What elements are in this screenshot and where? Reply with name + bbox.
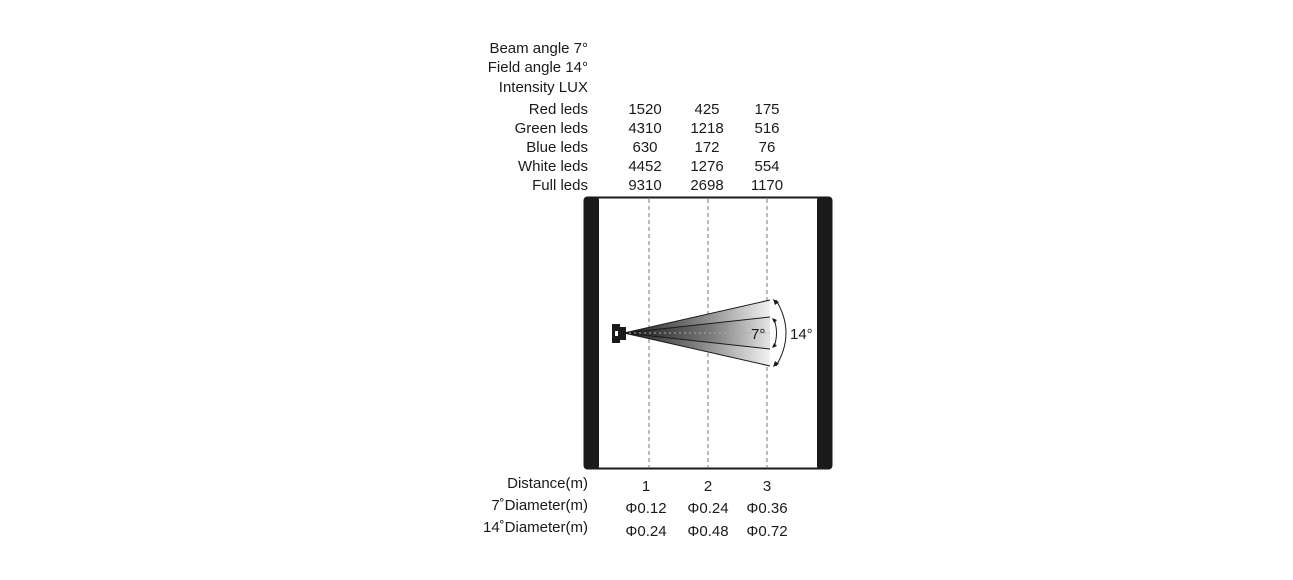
blue-value-3m: 76 — [758, 139, 776, 156]
row-label-blue: Blue leds — [526, 139, 588, 156]
row-label-14-diameter: 14˚Diameter(m) — [482, 519, 588, 536]
beam-arc-arrow-bottom — [772, 343, 777, 348]
distance-value-1: 1 — [641, 478, 651, 495]
row-label-7-diameter: 7˚Diameter(m) — [491, 497, 588, 514]
row-label-white: White leds — [517, 158, 588, 175]
beam-angle-label: Beam angle 7° — [489, 40, 588, 57]
beam-angle-text: 7° — [751, 326, 766, 343]
diameter14-value-2: Φ0.48 — [687, 523, 729, 540]
white-value-1m: 4452 — [628, 158, 662, 175]
red-value-3m: 175 — [754, 101, 780, 118]
white-value-2m: 1276 — [690, 158, 724, 175]
diameter7-value-3: Φ0.36 — [746, 500, 788, 517]
field-angle-text: 14° — [790, 326, 813, 343]
row-label-red: Red leds — [528, 101, 588, 118]
diameter7-value-2: Φ0.24 — [687, 500, 729, 517]
diameter14-value-1: Φ0.24 — [625, 523, 667, 540]
diameter14-value-3: Φ0.72 — [746, 523, 788, 540]
green-value-2m: 1218 — [690, 120, 724, 137]
row-label-distance: Distance(m) — [507, 475, 588, 492]
row-label-full: Full leds — [532, 177, 588, 194]
frame-right-bar — [817, 197, 832, 469]
full-value-1m: 9310 — [628, 177, 662, 194]
white-value-3m: 554 — [754, 158, 780, 175]
blue-value-1m: 630 — [632, 139, 658, 156]
distance-value-2: 2 — [703, 478, 713, 495]
green-value-1m: 4310 — [628, 120, 662, 137]
frame-left-bar — [584, 197, 599, 469]
blue-value-2m: 172 — [694, 139, 720, 156]
diameter7-value-1: Φ0.12 — [625, 500, 667, 517]
row-label-green: Green leds — [514, 120, 588, 137]
red-value-1m: 1520 — [628, 101, 662, 118]
distance-value-3: 3 — [762, 478, 772, 495]
field-angle-arc — [776, 300, 786, 366]
beam-angle-arc — [774, 319, 777, 347]
full-value-2m: 2698 — [690, 177, 724, 194]
green-value-3m: 516 — [754, 120, 780, 137]
red-value-2m: 425 — [694, 101, 720, 118]
field-angle-label: Field angle 14° — [487, 59, 588, 76]
intensity-label: Intensity LUX — [498, 79, 588, 96]
beam-arc-arrow-top — [772, 318, 777, 323]
fixture-icon — [612, 324, 626, 343]
full-value-3m: 1170 — [750, 177, 784, 194]
